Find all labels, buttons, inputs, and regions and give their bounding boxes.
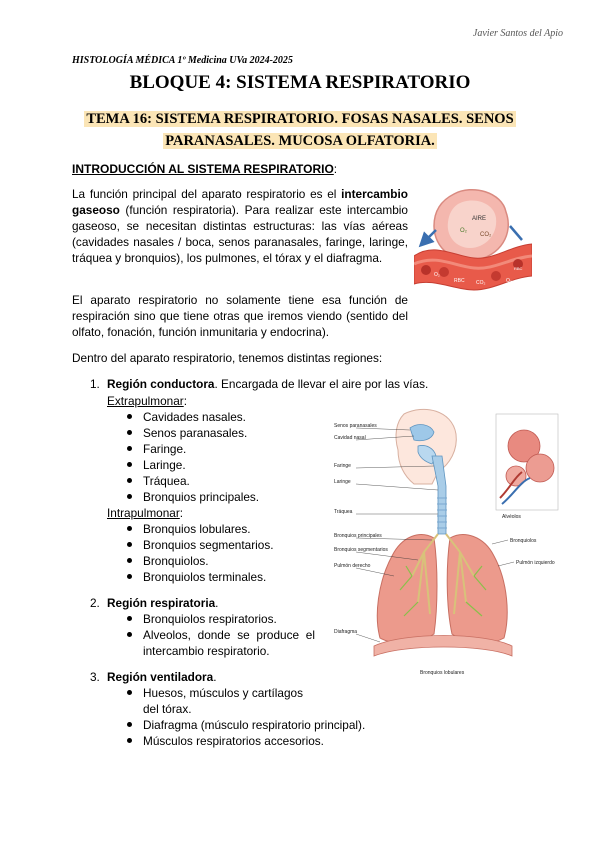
list-item: Senos paranasales. [143, 425, 247, 441]
p1-bold: intercambio gaseoso [72, 187, 408, 217]
extra-label-text: Extrapulmonar [107, 394, 184, 408]
svg-text:Alvéolos: Alvéolos [502, 514, 521, 520]
paragraph-3: Dentro del aparato respiratorio, tenemos distintas regiones: [72, 351, 383, 365]
intra-label [107, 505, 183, 521]
svg-text:RBC: RBC [514, 266, 523, 271]
svg-text:Faringe: Faringe [334, 463, 351, 469]
paragraph-1 [72, 186, 408, 266]
intra-colon: : [179, 506, 184, 520]
region-2-heading: Región respiratoria. [107, 596, 219, 610]
region-3-name: Región ventiladora [107, 670, 214, 684]
region-3-number: 3. [90, 670, 100, 684]
list-item: Bronquios principales. [143, 489, 259, 505]
svg-text:Bronquios segmentarios: Bronquios segmentarios [334, 547, 388, 553]
svg-text:O₂: O₂ [506, 278, 512, 284]
list-item: Alveolos, donde se produce el [143, 627, 315, 643]
region-1-desc: . Encargada de llevar el aire por las vías. [214, 377, 429, 391]
list-item: Huesos, músculos y cartílagos [143, 685, 303, 701]
list-item-continuation: intercambio respiratorio. [143, 644, 270, 658]
topic-title [72, 108, 528, 152]
page-title: BLOQUE 4: SISTEMA RESPIRATORIO [129, 72, 471, 93]
region-3-heading: Región ventiladora. [107, 670, 217, 684]
list-item: Cavidades nasales. [143, 409, 246, 425]
svg-text:Bronquiolos: Bronquiolos [510, 538, 537, 544]
course-header: HISTOLOGÍA MÉDICA 1º Medicina UVa 2024-2025 [72, 55, 293, 66]
extra-colon: : [183, 394, 187, 408]
svg-text:Tráquea: Tráquea [334, 509, 353, 515]
list-item: Bronquiolos respiratorios. [143, 611, 277, 627]
intro-colon: : [333, 162, 338, 176]
list-item: Bronquiolos terminales. [143, 569, 266, 585]
topic-line-1: TEMA 16: SISTEMA RESPIRATORIO. FOSAS NASALES. SENOS [86, 111, 514, 127]
svg-text:O₂: O₂ [460, 228, 467, 234]
svg-text:Laringe: Laringe [334, 479, 351, 485]
list-item: Bronquios segmentarios. [143, 537, 274, 553]
list-item: Músculos respiratorios accesorios. [143, 733, 324, 749]
list-item: Bronquiolos. [143, 553, 209, 569]
list-item: Faringe. [143, 441, 186, 457]
paragraph-2: El aparato respiratorio no solamente tiene esa función de respiración sino que tiene otras que iremos viendo (sentido del olfato, fonación, función inmunitaria y endocrina). [72, 293, 408, 339]
svg-text:Bronquios lobulares: Bronquios lobulares [420, 670, 465, 676]
svg-text:Bronquios principales: Bronquios principales [334, 533, 382, 539]
label-senos: Senos paranasales [334, 423, 377, 429]
list-item: Bronquios lobulares. [143, 521, 251, 537]
region-1-heading [107, 376, 428, 392]
list-item: Tráquea. [143, 473, 190, 489]
svg-text:Pulmón izquierdo: Pulmón izquierdo [516, 560, 555, 566]
p1-text-a: La función principal del aparato respiratorio es el [72, 187, 342, 201]
intra-label-text: Intrapulmonar [107, 506, 180, 520]
region-1-number: 1. [90, 377, 100, 391]
list-item: Laringe. [143, 457, 186, 473]
region-2-name: Región respiratoria [107, 596, 216, 610]
author-name: Javier Santos del Apio [472, 28, 563, 39]
alveolus-label: AIRE [472, 216, 487, 222]
svg-text:Diafragma: Diafragma [334, 629, 358, 635]
extra-label [107, 393, 187, 409]
intro-heading [72, 162, 337, 176]
topic-line-2: PARANASALES. MUCOSA OLFATORIA. [165, 133, 435, 149]
respiratory-anatomy-illustration [334, 406, 560, 678]
region-2-number: 2. [90, 596, 100, 610]
svg-text:CO₂: CO₂ [480, 232, 492, 238]
list-item-continuation: del tórax. [143, 702, 192, 716]
svg-text:O₂: O₂ [434, 272, 440, 278]
svg-text:Cavidad nasal: Cavidad nasal [334, 435, 366, 441]
alveolus-illustration [414, 186, 532, 306]
svg-text:CO₂: CO₂ [476, 280, 486, 286]
intro-heading-text: INTRODUCCIÓN AL SISTEMA RESPIRATORIO [72, 162, 334, 176]
p1-text-c: (función respiratoria). Para realizar este intercambio gaseoso, se necesitan distintas estructuras: las vías aéreas (cavidades nasales / boca, senos paranasales, faringe, laringe, tráquea y bronquios), los pulmones, el tórax y el diafragma. [72, 203, 408, 265]
region-1-name: Región conductora [107, 377, 215, 391]
svg-text:RBC: RBC [454, 278, 465, 284]
list-item: Diafragma (músculo respiratorio principal). [143, 717, 365, 733]
svg-text:Pulmón derecho: Pulmón derecho [334, 563, 371, 569]
